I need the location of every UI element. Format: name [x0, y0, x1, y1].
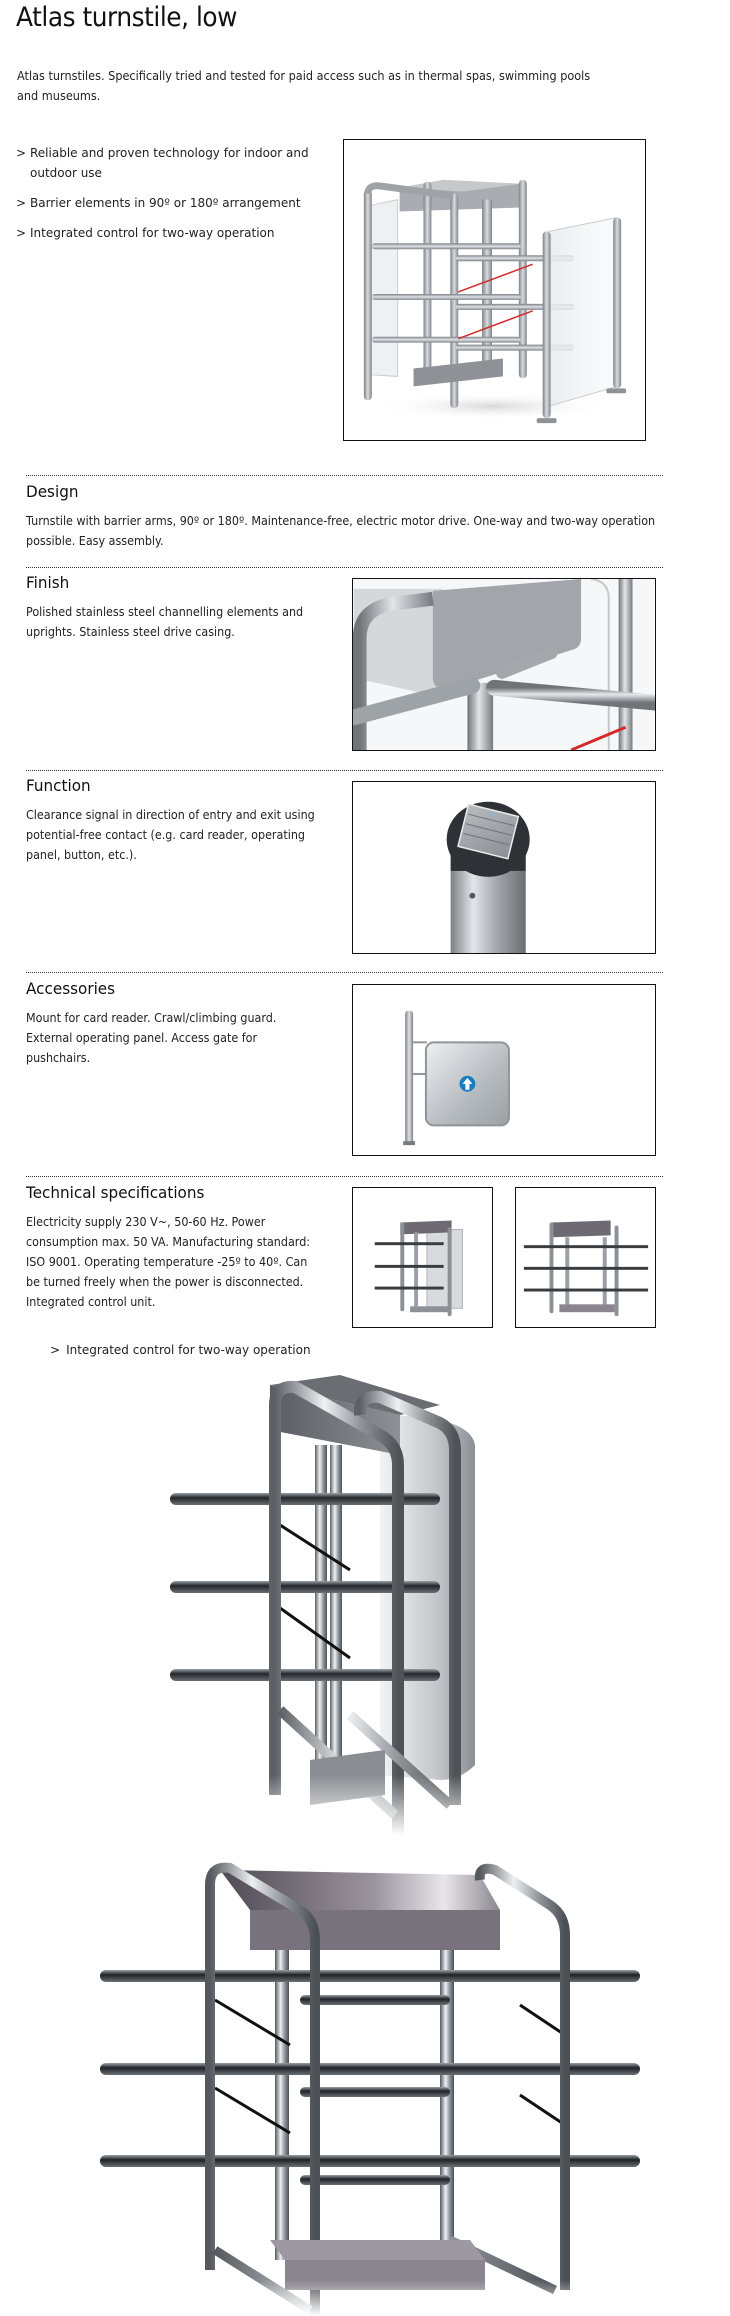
- turnstile-with-gate-illustration: [344, 140, 645, 440]
- card-reader-post-illustration: [353, 782, 655, 953]
- function-text: Clearance signal in direction of entry and exit using potential-free contact (e.g. card reader, operating panel, button, etc.).: [26, 808, 315, 862]
- function-detail-image[interactable]: [352, 781, 656, 954]
- accessories-heading: Accessories: [26, 979, 116, 998]
- turnstile-render-illustration: [100, 1850, 660, 2316]
- technical-heading: Technical specifications: [26, 1183, 205, 1202]
- turnstile-thumbnail-illustration: [353, 1188, 492, 1327]
- design-heading: Design: [26, 482, 79, 501]
- section-divider: [26, 770, 663, 771]
- large-turnstile-render-2[interactable]: [100, 1850, 660, 2316]
- design-text: Turnstile with barrier arms, 90º or 180º. Maintenance-free, electric motor drive. One-way and two-way operation possible. Easy assembly.: [26, 514, 656, 548]
- accessories-detail-image[interactable]: [352, 984, 656, 1156]
- accessories-text: Mount for card reader. Crawl/climbing guard. External operating panel. Access gate for pushchairs.: [26, 1011, 277, 1065]
- turnstile-thumbnail-illustration: [516, 1188, 655, 1327]
- feature-list: [16, 143, 326, 253]
- hero-turnstile-image[interactable]: [343, 139, 646, 441]
- chevron-right-icon: >: [16, 146, 27, 160]
- large-turnstile-render-1[interactable]: [140, 1375, 560, 1835]
- chevron-right-icon: >: [50, 1343, 61, 1357]
- section-divider: [26, 972, 663, 973]
- extra-feature-text: Integrated control for two-way operation: [66, 1343, 311, 1357]
- pushchair-gate-illustration: [353, 985, 655, 1155]
- section-divider: [26, 1176, 663, 1177]
- section-divider: [26, 475, 663, 476]
- feature-item: [16, 223, 326, 243]
- feature-item: [16, 193, 326, 213]
- feature-item: [16, 143, 326, 183]
- technical-text: Electricity supply 230 V~, 50-60 Hz. Power consumption max. 50 VA. Manufacturing standard: ISO 9001. Operating temperature -25º to 40º. Can be turned freely when the power is disconnected. Integrated control unit.: [26, 1215, 311, 1309]
- chevron-right-icon: >: [16, 196, 27, 210]
- feature-text: Barrier elements in 90º or 180º arrangement: [30, 196, 301, 210]
- finish-text: Polished stainless steel channelling elements and uprights. Stainless steel drive casing.: [26, 605, 304, 639]
- finish-detail-image[interactable]: [352, 578, 656, 751]
- extra-feature-item: [50, 1340, 311, 1360]
- thumbnail-full-turnstile[interactable]: [515, 1187, 656, 1328]
- section-divider: [26, 567, 663, 568]
- feature-text: Reliable and proven technology for indoor and outdoor use: [30, 146, 309, 180]
- finish-heading: Finish: [26, 573, 70, 592]
- intro-paragraph: Atlas turnstiles. Specifically tried and tested for paid access such as in thermal spas, swimming pools and museums.: [17, 69, 591, 103]
- feature-text: Integrated control for two-way operation: [30, 226, 275, 240]
- page-title: Atlas turnstile, low: [16, 2, 238, 33]
- chevron-right-icon: >: [16, 226, 27, 240]
- function-heading: Function: [26, 776, 91, 795]
- turnstile-render-illustration: [140, 1375, 560, 1835]
- steel-finish-closeup-illustration: [353, 579, 655, 750]
- thumbnail-half-height-turnstile[interactable]: [352, 1187, 493, 1328]
